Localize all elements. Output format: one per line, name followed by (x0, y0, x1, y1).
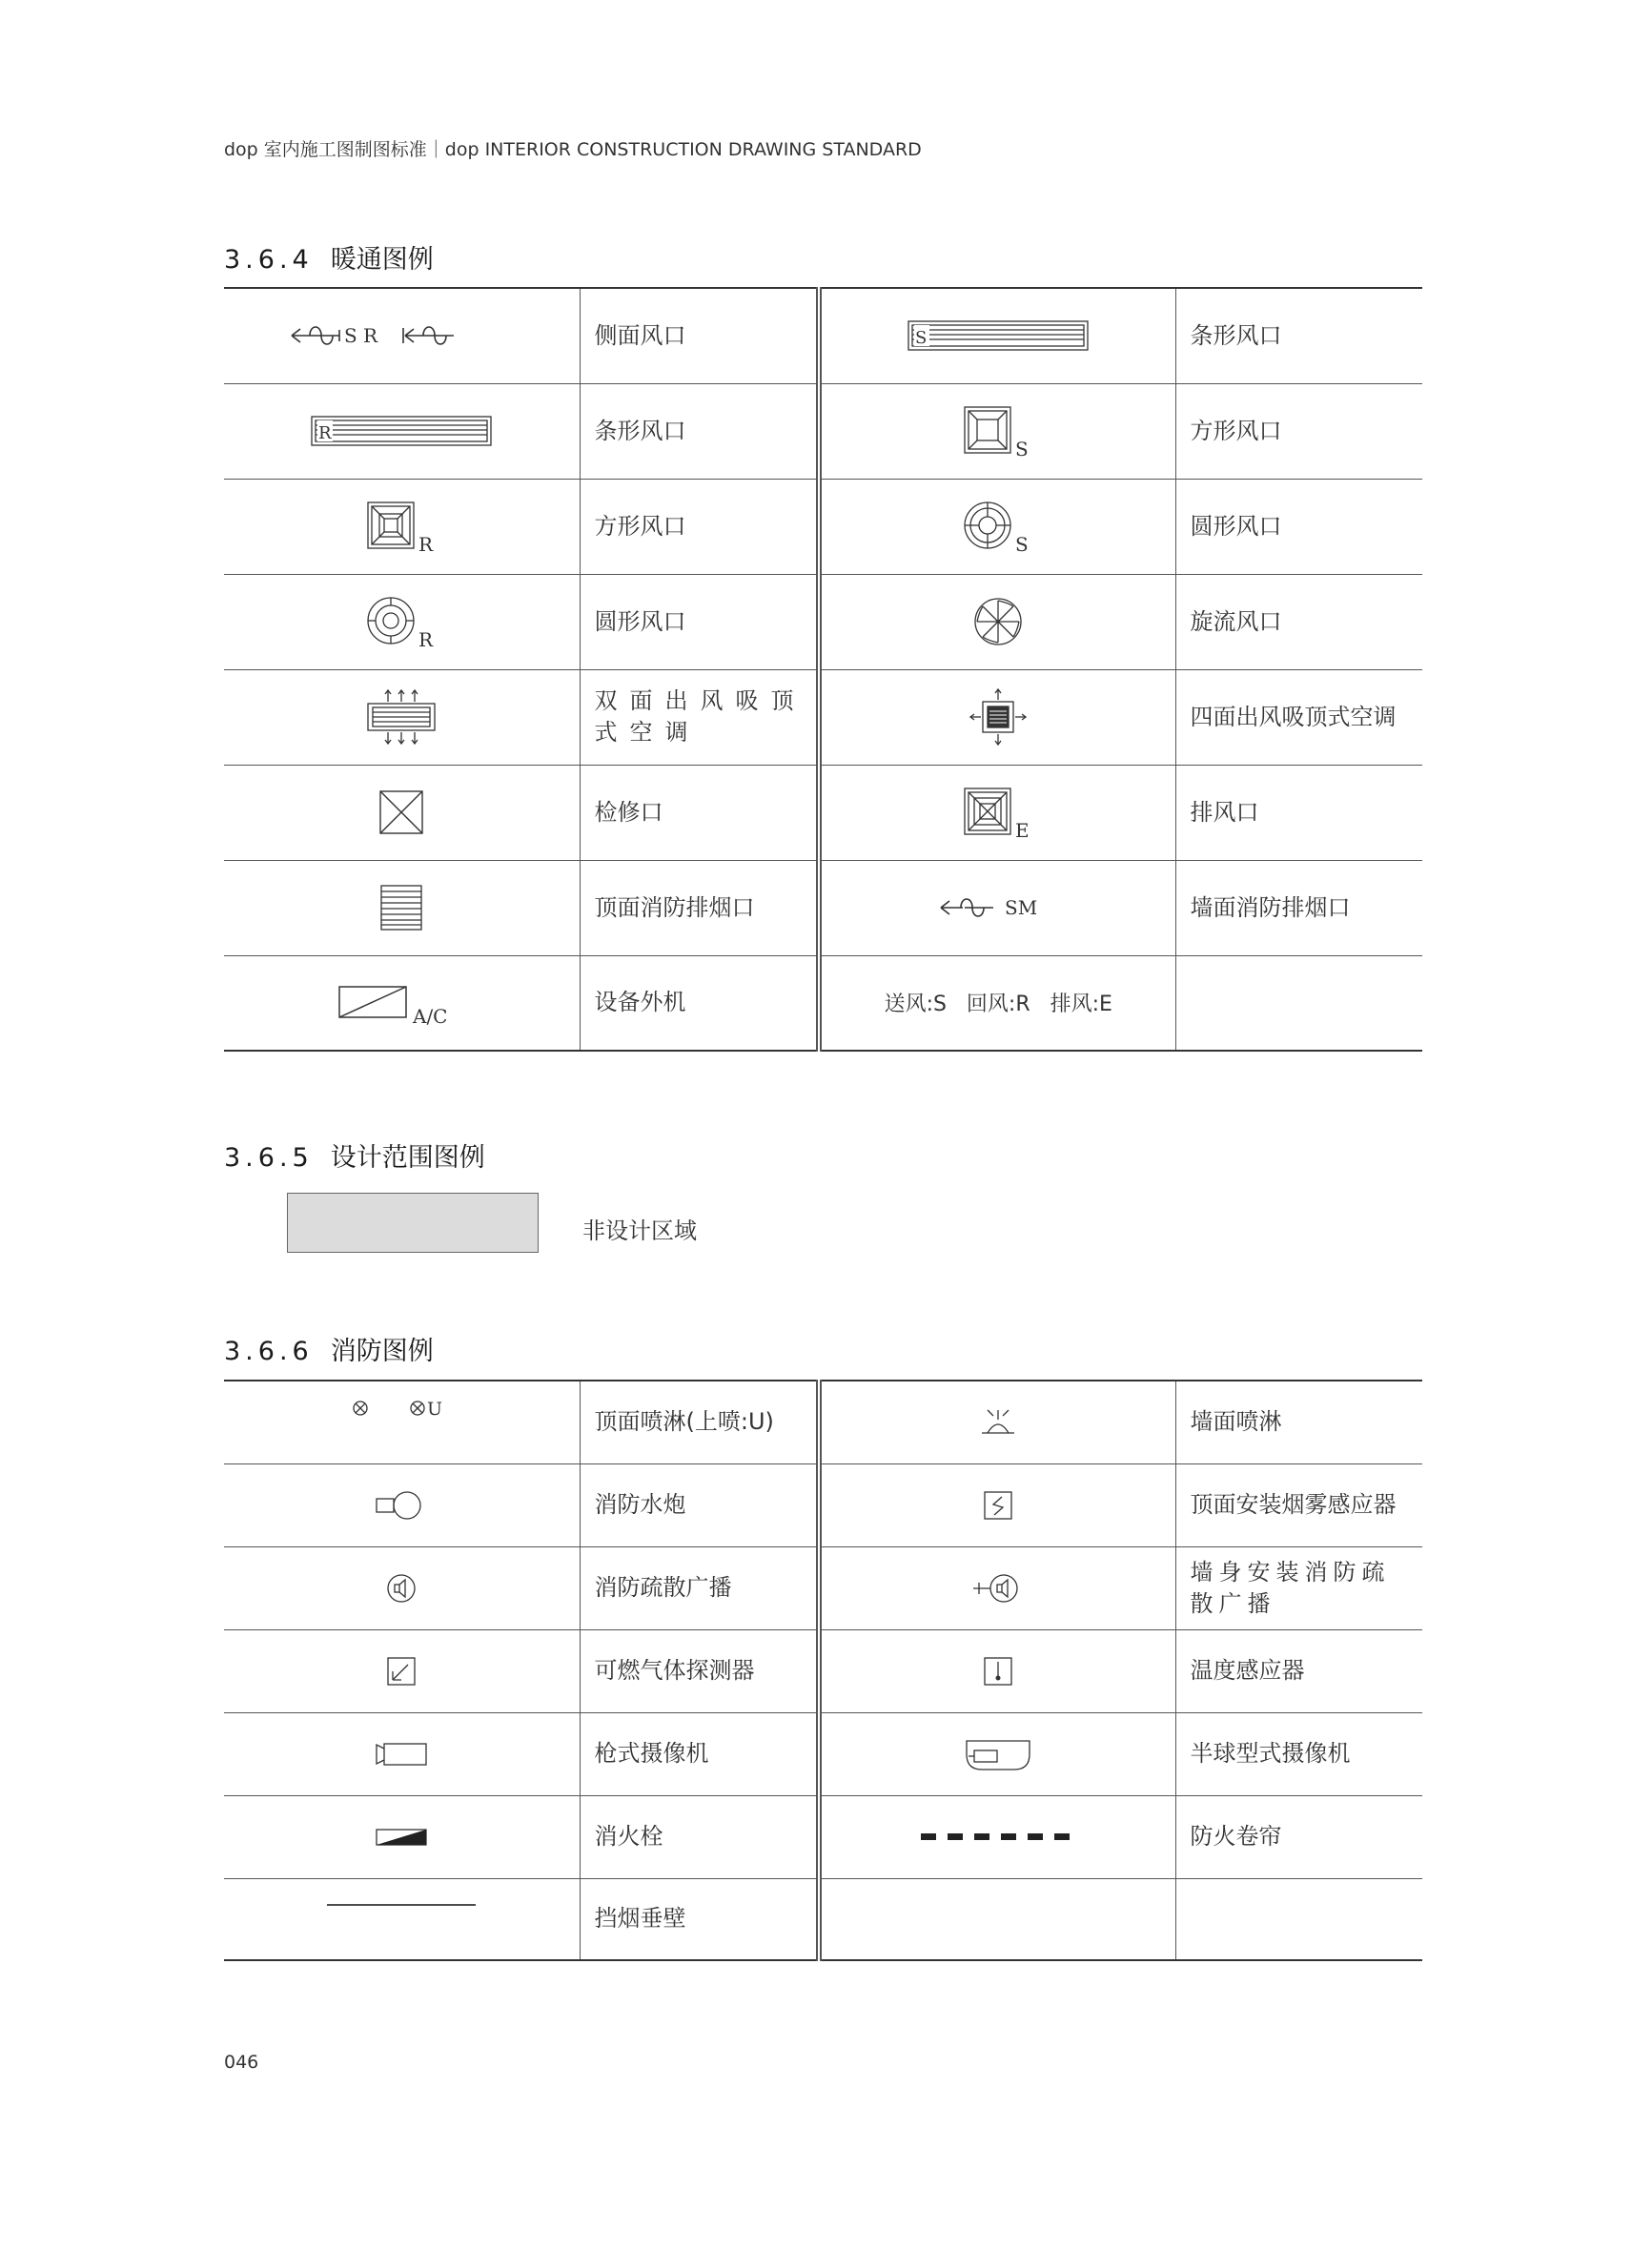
round-vent-symbol (224, 574, 580, 669)
table-row (224, 955, 1422, 1051)
legend-label: 墙面消防排烟口 (1175, 860, 1422, 955)
side-vent-icon (287, 312, 516, 359)
square-vent-symbol (224, 479, 580, 574)
section-number: 3.6.6 (224, 1337, 314, 1366)
water-cannon-icon (373, 1486, 430, 1525)
table-row (224, 1795, 1422, 1878)
square-vent-symbol (819, 383, 1175, 479)
outdoor-unit-symbol (224, 955, 580, 1051)
symbol-text: S (1015, 438, 1029, 460)
symbol-text: S (1015, 533, 1029, 555)
round-vent-symbol (819, 479, 1175, 574)
legend-label: 消防水炮 (580, 1463, 819, 1546)
table-row (224, 1546, 1422, 1629)
vent-code-note: 送风:S 回风:R 排风:E (819, 955, 1175, 1051)
strip-vent-symbol (224, 383, 580, 479)
side-vent-symbol (224, 288, 580, 383)
sprinkler-icon (349, 1395, 454, 1423)
section-title-text: 设计范围图例 (330, 1143, 485, 1173)
wall-smoke-vent-icon (936, 889, 1060, 927)
gas-detector-icon (382, 1652, 420, 1690)
table-row (224, 860, 1422, 955)
legend-label: 顶面喷淋(上喷:U) (580, 1381, 819, 1463)
section-title-design-scope (224, 1136, 485, 1174)
page-number: 046 (224, 2052, 259, 2073)
fire-shutter-icon (917, 1828, 1079, 1847)
four-way-ac-symbol (819, 669, 1175, 765)
table-row (224, 1712, 1422, 1795)
exhaust-vent-icon (960, 784, 1036, 841)
two-way-ac-icon (363, 686, 439, 747)
legend-label: 墙面喷淋 (1175, 1381, 1422, 1463)
swirl-vent-symbol (819, 574, 1175, 669)
round-return-vent-icon (363, 593, 439, 650)
ceiling-smoke-vent-icon (377, 882, 425, 933)
legend-label: 防火卷帘 (1175, 1795, 1422, 1878)
wall-sprinkler-symbol (819, 1381, 1175, 1463)
symbol-text: R (418, 628, 434, 650)
dome-camera-symbol (819, 1712, 1175, 1795)
wall-speaker-symbol (819, 1546, 1175, 1629)
two-way-ac-symbol (224, 669, 580, 765)
access-panel-icon (377, 788, 425, 836)
access-panel-symbol (224, 765, 580, 860)
legend-label: 圆形风口 (1175, 479, 1422, 574)
smoke-curtain-icon (325, 1900, 478, 1910)
empty-cell (1175, 1878, 1422, 1960)
speaker-icon (382, 1569, 420, 1607)
legend-label: 可燃气体探测器 (580, 1629, 819, 1712)
legend-label: 顶面安装烟雾感应器 (1175, 1463, 1422, 1546)
gas-detector-symbol (224, 1629, 580, 1712)
table-row (224, 1878, 1422, 1960)
legend-label: 挡烟垂壁 (594, 1905, 686, 1933)
symbol-text: A/C (413, 1004, 448, 1027)
symbol-text: SM (1005, 896, 1038, 919)
hydrant-icon (373, 1826, 430, 1849)
legend-label: 双面出风吸顶式空调 (580, 669, 819, 765)
legend-label: 设备外机 (594, 989, 686, 1016)
table-row (224, 1381, 1422, 1463)
legend-label: 四面出风吸顶式空调 (1175, 669, 1422, 765)
empty-cell (1175, 955, 1422, 1051)
page-header: dop 室内施工图制图标准｜dop INTERIOR CONSTRUCTION DRAWING STANDARD (224, 139, 922, 160)
fire-water-cannon-symbol (224, 1463, 580, 1546)
legend-label: 条形风口 (1175, 288, 1422, 383)
symbol-text: S R (344, 324, 378, 348)
section-title-hvac (224, 238, 434, 276)
section-number: 3.6.5 (224, 1143, 314, 1173)
section-title-text: 消防图例 (330, 1337, 434, 1366)
round-vent-icon (960, 498, 1036, 555)
smoke-detector-symbol (819, 1463, 1175, 1546)
section-title-fire (224, 1330, 434, 1367)
legend-label: 半球型式摄像机 (1175, 1712, 1422, 1795)
bullet-camera-symbol (224, 1712, 580, 1795)
heat-detector-symbol (819, 1629, 1175, 1712)
legend-label: 消火栓 (580, 1795, 819, 1878)
outdoor-unit-icon (335, 979, 468, 1027)
section-title-text: 暖通图例 (330, 245, 434, 275)
hvac-legend-table (224, 287, 1422, 1052)
wall-sprinkler-icon (974, 1406, 1022, 1439)
symbol-text: U (427, 1399, 443, 1420)
non-design-area-label: 非设计区域 (582, 1218, 697, 1244)
legend-label: 旋流风口 (1175, 574, 1422, 669)
wall-speaker-icon (969, 1569, 1027, 1607)
legend-label: 消防疏散广播 (580, 1546, 819, 1629)
evacuation-speaker-symbol (224, 1546, 580, 1629)
legend-label: 墙身安装消防疏散广播 (1175, 1546, 1422, 1629)
smoke-curtain-symbol (224, 1878, 580, 1960)
swirl-vent-icon (969, 593, 1027, 650)
fire-legend-table (224, 1380, 1422, 1961)
table-row (224, 574, 1422, 669)
hydrant-symbol (224, 1795, 580, 1878)
bullet-camera-icon (371, 1738, 432, 1770)
symbol-text: R (418, 533, 434, 555)
empty-cell (819, 1878, 1175, 1960)
table-row (224, 765, 1422, 860)
dome-camera-icon (963, 1735, 1033, 1773)
square-return-vent-icon (363, 498, 439, 555)
table-row (224, 1629, 1422, 1712)
heat-detector-icon (979, 1652, 1017, 1690)
fire-shutter-symbol (819, 1795, 1175, 1878)
table-row (224, 669, 1422, 765)
wall-smoke-vent-symbol (819, 860, 1175, 955)
legend-label: 方形风口 (1175, 383, 1422, 479)
legend-label: 方形风口 (580, 479, 819, 574)
table-row (224, 383, 1422, 479)
non-design-area-swatch (287, 1193, 539, 1253)
table-row (224, 288, 1422, 383)
four-way-ac-icon (968, 686, 1029, 747)
legend-label: 温度感应器 (1175, 1629, 1422, 1712)
exhaust-vent-symbol (819, 765, 1175, 860)
smoke-detector-icon (979, 1486, 1017, 1525)
legend-label: 顶面消防排烟口 (580, 860, 819, 955)
ceiling-sprinkler-symbol (224, 1381, 580, 1463)
strip-vent-symbol (819, 288, 1175, 383)
symbol-text: R (318, 423, 332, 443)
legend-label: 圆形风口 (580, 574, 819, 669)
table-row (224, 1463, 1422, 1546)
legend-label: 枪式摄像机 (580, 1712, 819, 1795)
strip-vent-icon (306, 412, 497, 450)
legend-label: 排风口 (1175, 765, 1422, 860)
legend-label: 检修口 (580, 765, 819, 860)
legend-label: 侧面风口 (580, 288, 819, 383)
table-row (224, 479, 1422, 574)
ceiling-smoke-vent-symbol (224, 860, 580, 955)
symbol-text: E (1015, 819, 1030, 841)
symbol-text: S (915, 328, 928, 349)
section-number: 3.6.4 (224, 245, 314, 275)
strip-vent-icon (903, 317, 1093, 355)
square-vent-icon (960, 402, 1036, 460)
legend-label: 条形风口 (580, 383, 819, 479)
